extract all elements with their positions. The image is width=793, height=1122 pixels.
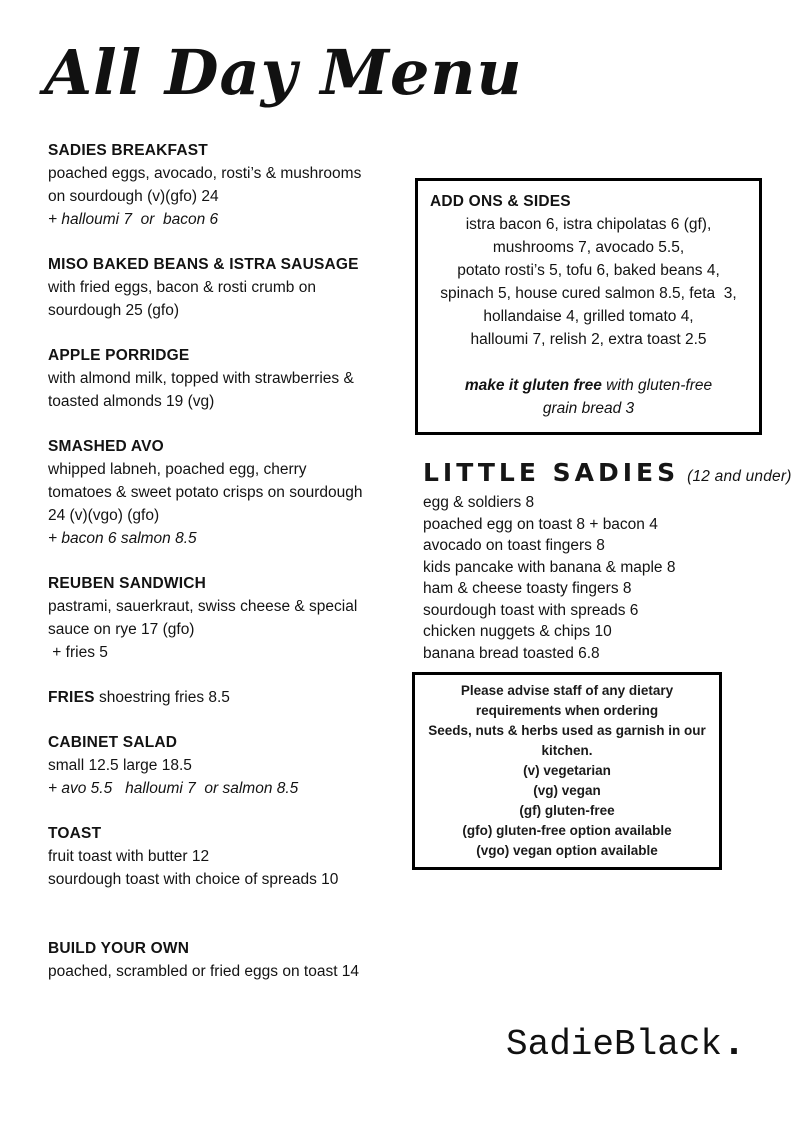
gluten-free-note-bold: make it gluten free — [464, 377, 602, 394]
little-sadies-item: sourdough toast with spreads 6 — [423, 601, 639, 619]
dietary-line: requirements when ordering — [475, 703, 659, 718]
section-title: FRIES — [48, 689, 95, 706]
section-title: SMASHED AVO — [48, 438, 164, 455]
section-title: SADIES BREAKFAST — [48, 142, 208, 159]
menu-section-toast — [48, 822, 388, 891]
dietary-notes-box — [412, 672, 722, 870]
menu-left-column — [48, 139, 388, 1005]
dietary-line: kitchen. — [541, 743, 593, 758]
section-title: TOAST — [48, 825, 102, 842]
brand-logo-dot: . — [722, 1022, 747, 1067]
menu-section-build-your-own — [48, 937, 388, 983]
menu-section-fries — [48, 686, 388, 709]
section-line: with fried eggs, bacon & rosti crumb on — [48, 279, 316, 296]
section-line: 24 (v)(vgo) (gfo) — [48, 507, 160, 524]
add-ons-line: potato rosti’s 5, tofu 6, baked beans 4, — [457, 262, 720, 279]
section-title: MISO BAKED BEANS & ISTRA SAUSAGE — [48, 256, 359, 273]
add-ons-line: halloumi 7, relish 2, extra toast 2.5 — [470, 331, 707, 348]
section-line: pastrami, sauerkraut, swiss cheese & special — [48, 598, 358, 615]
gluten-free-note-rest: with gluten-free — [601, 377, 713, 394]
dietary-line: (gf) gluten-free — [519, 803, 615, 818]
gluten-free-note-line2: grain bread 3 — [542, 400, 635, 417]
little-sadies-item: egg & soldiers 8 — [423, 494, 535, 511]
dietary-line: (vgo) vegan option available — [476, 843, 658, 858]
section-line: on sourdough (v)(gfo) 24 — [48, 188, 219, 205]
section-addon: + bacon 6 salmon 8.5 — [48, 530, 197, 547]
section-line: fruit toast with butter 12 — [48, 848, 210, 865]
menu-section-cabinet-salad — [48, 731, 388, 800]
section-line: toasted almonds 19 (vg) — [48, 393, 215, 410]
add-ons-line: spinach 5, house cured salmon 8.5, feta 3, — [440, 285, 737, 302]
section-line: whipped labneh, poached egg, cherry — [48, 461, 307, 478]
menu-section-smashed-avo — [48, 435, 388, 550]
little-sadies-title: LITTLE SADIES — [423, 458, 680, 487]
page-title: All Day Menu — [44, 36, 523, 109]
little-sadies-item: chicken nuggets & chips 10 — [423, 623, 612, 640]
add-ons-line: hollandaise 4, grilled tomato 4, — [483, 308, 694, 325]
little-sadies-item: avocado on toast fingers 8 — [423, 537, 605, 554]
menu-section-reuben-sandwich — [48, 572, 388, 664]
section-title: CABINET SALAD — [48, 734, 178, 751]
dietary-line: (vg) vegan — [533, 783, 601, 798]
section-line: poached, scrambled or fried eggs on toast 14 — [48, 963, 360, 980]
dietary-line: Please advise staff of any dietary — [460, 683, 674, 698]
menu-section-sadies-breakfast — [48, 139, 388, 231]
little-sadies-header — [423, 458, 792, 487]
add-ons-line: mushrooms 7, avocado 5.5, — [492, 239, 685, 256]
section-addon: + avo 5.5 halloumi 7 or salmon 8.5 — [48, 780, 299, 797]
section-line: + fries 5 — [48, 644, 108, 661]
section-line: tomatoes & sweet potato crisps on sourdough — [48, 484, 363, 501]
little-sadies-item: poached egg on toast 8 + bacon 4 — [423, 515, 658, 533]
add-ons-sides-box — [415, 178, 762, 435]
gluten-free-note — [430, 374, 747, 397]
section-line: sourdough toast with choice of spreads 10 — [48, 871, 339, 888]
brand-logo-text: SadieBlack — [506, 1024, 723, 1065]
little-sadies-list — [423, 492, 675, 664]
section-title: APPLE PORRIDGE — [48, 347, 190, 364]
brand-logo — [506, 1022, 746, 1067]
section-line: poached eggs, avocado, rosti’s & mushrooms — [48, 165, 362, 182]
menu-section-miso-baked-beans — [48, 253, 388, 322]
little-sadies-item: ham & cheese toasty fingers 8 — [423, 580, 632, 597]
section-line: sauce on rye 17 (gfo) — [48, 621, 195, 638]
section-line: with almond milk, topped with strawberries & — [48, 370, 354, 387]
dietary-line: (v) vegetarian — [523, 763, 611, 778]
section-addon: + halloumi 7 or bacon 6 — [48, 211, 219, 228]
menu-section-apple-porridge — [48, 344, 388, 413]
section-title: BUILD YOUR OWN — [48, 940, 190, 957]
section-line: shoestring fries 8.5 — [94, 689, 230, 706]
little-sadies-subtitle: (12 and under) — [687, 468, 792, 485]
little-sadies-item: banana bread toasted 6.8 — [423, 644, 600, 662]
section-line: small 12.5 large 18.5 — [48, 757, 192, 774]
add-ons-title: ADD ONS & SIDES — [430, 193, 571, 210]
add-ons-line: istra bacon 6, istra chipolatas 6 (gf), — [465, 216, 712, 233]
section-line: sourdough 25 (gfo) — [48, 302, 179, 319]
dietary-line: Seeds, nuts & herbs used as garnish in our — [428, 723, 706, 738]
dietary-line: (gfo) gluten-free option available — [462, 823, 672, 838]
section-title: REUBEN SANDWICH — [48, 575, 206, 592]
little-sadies-item: kids pancake with banana & maple 8 — [423, 558, 676, 576]
